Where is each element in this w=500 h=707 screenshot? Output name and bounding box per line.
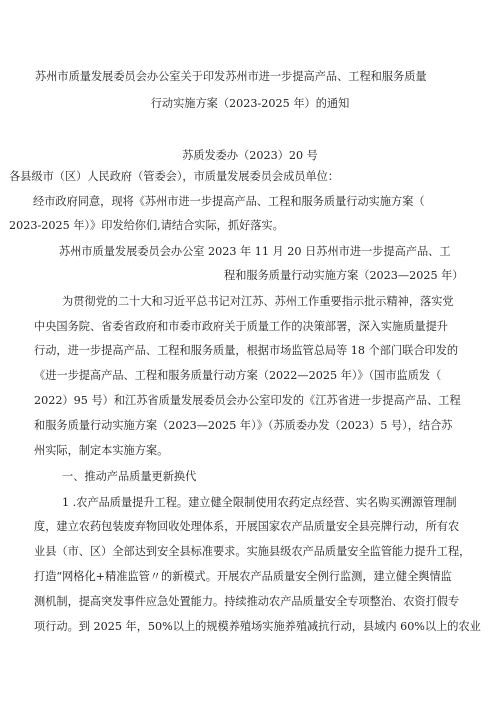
issuer-line-2: 程和服务质量行动实施方案（2023—2025 年） xyxy=(224,269,464,282)
item1-line-5: 测机制，提高突发事件应急处置能力。持续推动农产品质量安全专项整治、农资打假专 xyxy=(34,595,460,608)
intro-line-1: 为贯彻党的二十大和习近平总书记对江苏、苏州工作重要指示批示精神，落实党 xyxy=(62,295,454,308)
intro-line-6: 和服务质量行动实施方案（2023—2025 年）》（苏质委办发（2023）5 号），结合苏 xyxy=(34,419,453,432)
intro-line-2: 中央国务院、省委省政府和市委市政府关于质量工作的决策部署，深入实施质量提升 xyxy=(34,320,448,333)
title-line-1: 苏州市质量发展委员会办公室关于印发苏州市进一步提高产品、工程和服务质量 xyxy=(35,70,427,83)
intro-line-3: 行动，进一步提高产品、工程和服务质量，根据市场监管总局等 18 个部门联合印发的 xyxy=(34,344,459,357)
notice-line-2: 2023-2025 年）》印发给你们,请结合实际，抓好落实。 xyxy=(9,219,284,232)
notice-line-1: 经市政府同意，现将《苏州市进一步提高产品、工程和服务质量行动实施方案（ xyxy=(33,195,425,208)
item1-line-1: 1 .农产品质量提升工程。建立健全限制使用农药定点经营、实名购买溯源管理制 xyxy=(62,496,457,509)
document-number: 苏质发委办（2023）20 号 xyxy=(182,149,318,162)
item1-line-6: 项行动。到 2025 年，50%以上的规模养殖场实施养殖减抗行动，县域内 60%以上的农业 xyxy=(34,620,481,633)
title-line-2: 行动实施方案（2023-2025 年）的通知 xyxy=(150,97,350,110)
intro-line-7: 州实际，制定本实施方案。 xyxy=(34,444,169,457)
intro-line-5: 2022）95 号）和江苏省质量发展委员会办公室印发的《江苏省进一步提高产品、工程 xyxy=(34,394,461,407)
issuer-line-1: 苏州市质量发展委员会办公室 2023 年 11 月 20 日苏州市进一步提高产品、工 xyxy=(59,245,451,258)
item1-line-4: 打造“网格化+精准监管〃的新模式。开展农产品质量安全例行监测，建立健全舆情监 xyxy=(34,570,452,583)
item1-line-2: 度，建立农药包装废弃物回收处理体系，开展国家农产品质量安全县亮牌行动，所有农 xyxy=(34,520,460,533)
item1-line-3: 业县（市、区）全部达到安全县标准要求。实施县级农产品质量安全监管能力提升工程， xyxy=(34,545,471,558)
intro-line-4: 《进一步提高产品、工程和服务质量行动方案（2022—2025 年）》（国市监质发（ xyxy=(34,369,442,382)
section-heading: 一、推动产品质量更新换代 xyxy=(62,470,197,483)
recipients: 各县级市（区）人民政府（管委会），市质量发展委员会成员单位： xyxy=(9,170,340,183)
